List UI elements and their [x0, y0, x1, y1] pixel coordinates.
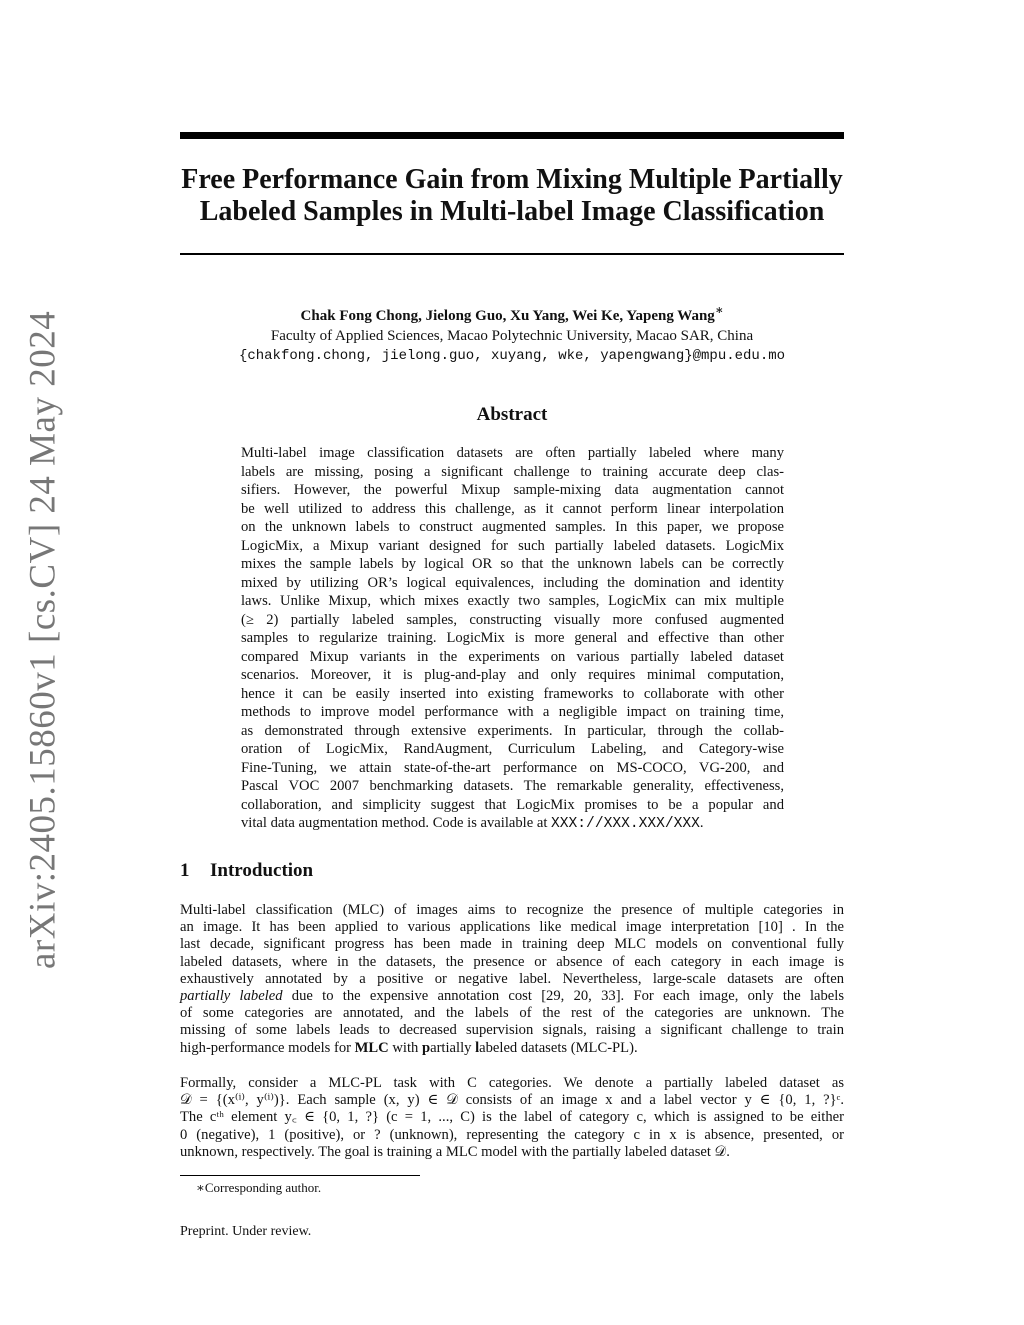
paragraph-line — [180, 1040, 844, 1057]
emphasis-p: p — [421, 1039, 431, 1056]
section-number: 1 — [180, 860, 190, 881]
abstract-line: mixed by utilizing OR’s logical equivalences, including the domination and identity — [241, 574, 784, 591]
paragraph-line: last decade, significant progress has been made in training deep MLC models on conventional fully — [180, 936, 844, 953]
abstract-line: Fine-Tuning, we attain state-of-the-art performance on MS-COCO, VG-200, and — [241, 759, 784, 776]
section-title: Introduction — [210, 860, 314, 881]
paragraph-line: an image. It has been applied to various applications like medical image interpretation [10] . In the — [180, 919, 844, 936]
abstract-line: oration of LogicMix, RandAugment, Curriculum Labeling, and Category-wise — [241, 741, 784, 757]
abstract-line: collaboration, and simplicity suggest that LogicMix promises to be a popular and — [241, 796, 784, 813]
abstract-last-line — [241, 814, 784, 834]
section-heading-introduction — [180, 860, 313, 882]
abstract-line: hence it can be easily inserted into existing frameworks to collaborate with other — [241, 685, 784, 702]
title-line: Labeled Samples in Multi-label Image Classification — [199, 196, 825, 227]
intro-paragraph-1 — [180, 902, 844, 1057]
corresponding-author-mark: ∗ — [714, 303, 724, 317]
abstract-last-line-end: . — [699, 815, 704, 831]
author-emails: {chakfong.chong, jielong.guo, xuyang, wke, yapengwang}@mpu.edu.mo — [238, 348, 786, 364]
author-block — [180, 300, 844, 366]
abstract-line: on the unknown labels to construct augmented samples. In this paper, we propose — [241, 519, 784, 535]
abstract-line: scenarios. Moreover, it is plug-and-play and only requires minimal computation, — [241, 667, 784, 683]
abstract-line: labels are missing, posing a significant challenge to training accurate deep clas- — [241, 463, 784, 480]
paragraph-line: unknown, respectively. The goal is training a MLC model with the partially labeled dataset 𝒟. — [180, 1143, 730, 1160]
abstract-line: (≥ 2) partially labeled samples, constructing visually more confused augmented — [241, 611, 784, 628]
abstract-line: sifiers. However, the powerful Mixup sample-mixing data augmentation cannot — [241, 482, 784, 498]
paragraph-line: of some categories are annotated, and the labels of the rest of the categories are unknown. The — [180, 1005, 844, 1022]
author-list — [180, 300, 844, 326]
footnote: ∗Corresponding author. — [196, 1180, 322, 1195]
paragraph-text: with — [388, 1039, 422, 1056]
paragraph-text: abeled datasets (MLC-PL). — [479, 1039, 638, 1056]
paragraph-line: The cᵗʰ element y꜀ ∈ {0, 1, ?} (c = 1, ..., C) is the label of category c, which is assigned to be either — [180, 1109, 844, 1126]
abstract-line: laws. Unlike Mixup, which mixes exactly two samples, LogicMix can mix multiple — [241, 593, 784, 609]
paragraph-line: Formally, consider a MLC-PL task with C categories. We denote a partially labeled dataset as — [180, 1075, 844, 1091]
emphasis-partially-labeled: partially labeled — [180, 988, 283, 1005]
arxiv-identifier: arXiv:2405.15860v1 [cs.CV] 24 May 2024 — [22, 310, 64, 970]
emphasis-mlc: MLC — [354, 1039, 389, 1056]
paragraph-line: Multi-label classification (MLC) of images aims to recognize the presence of multiple categories in — [180, 902, 844, 918]
code-link[interactable]: XXX://XXX.XXX/XXX — [551, 816, 700, 832]
abstract-line: mixes the sample labels by logical OR so that the unknown labels can be correctly — [241, 556, 784, 572]
paragraph-line — [180, 988, 844, 1005]
intro-paragraph-2 — [180, 1075, 844, 1161]
paragraph-line: labeled datasets, where in the datasets, the presence or absence of each category in each image is — [180, 953, 844, 970]
paragraph-text: high-performance models for — [180, 1039, 355, 1056]
abstract-last-line-text: vital data augmentation method. Code is available at — [241, 815, 552, 831]
abstract-line: as demonstrated through extensive experiments. In particular, through the collab- — [241, 722, 784, 739]
abstract-line: compared Mixup variants in the experiments on various partially labeled dataset — [241, 648, 784, 665]
abstract-line: Pascal VOC 2007 benchmarking datasets. The remarkable generality, effectiveness, — [241, 778, 784, 794]
abstract-text — [241, 444, 784, 834]
author-names: Chak Fong Chong, Jielong Guo, Xu Yang, Wei Ke, Yapeng Wang — [300, 308, 715, 324]
paragraph-text: artially — [430, 1039, 476, 1056]
paragraph-line: exhaustively annotated by a positive or negative label. Nevertheless, large-scale datasets are often — [180, 970, 844, 987]
paragraph-text: due to the expensive annotation cost [29, 20, 33]. For each image, only the labels — [282, 988, 845, 1005]
title-line: Free Performance Gain from Mixing Multiple Partially — [181, 164, 843, 195]
abstract-line: be well utilized to address this challenge, as it cannot perform linear interpolation — [241, 500, 784, 517]
title-top-rule — [180, 132, 844, 139]
paragraph-line: 𝒟 = {(x⁽ⁱ⁾, y⁽ⁱ⁾)}. Each sample (x, y) ∈ 𝒟 consists of an image x and a label vector y ∈ {0, 1, ?}ᶜ. — [180, 1092, 844, 1109]
title-bottom-rule — [180, 253, 844, 255]
paragraph-line: 0 (negative), 1 (positive), or ? (unknown), representing the category c in x is absence, presented, or — [180, 1126, 844, 1143]
paragraph-line: missing of some labels leads to decreased supervision signals, raising a significant challenge to train — [180, 1022, 844, 1039]
paper-title — [180, 164, 844, 228]
abstract-line: methods to improve model performance with a negligible impact on training time, — [241, 704, 784, 720]
preprint-note: Preprint. Under review. — [180, 1224, 312, 1239]
emphasis-l: l — [475, 1039, 480, 1056]
affiliation: Faculty of Applied Sciences, Macao Polytechnic University, Macao SAR, China — [270, 328, 754, 344]
abstract-heading: Abstract — [476, 404, 548, 425]
abstract-line: LogicMix, a Mixup variant designed for such partially labeled datasets. LogicMix — [241, 537, 784, 554]
footnote-rule — [180, 1175, 420, 1176]
abstract-line: Multi-label image classification datasets are often partially labeled where many — [241, 445, 784, 461]
abstract-line: samples to regularize training. LogicMix is more general and effective than other — [241, 630, 784, 646]
